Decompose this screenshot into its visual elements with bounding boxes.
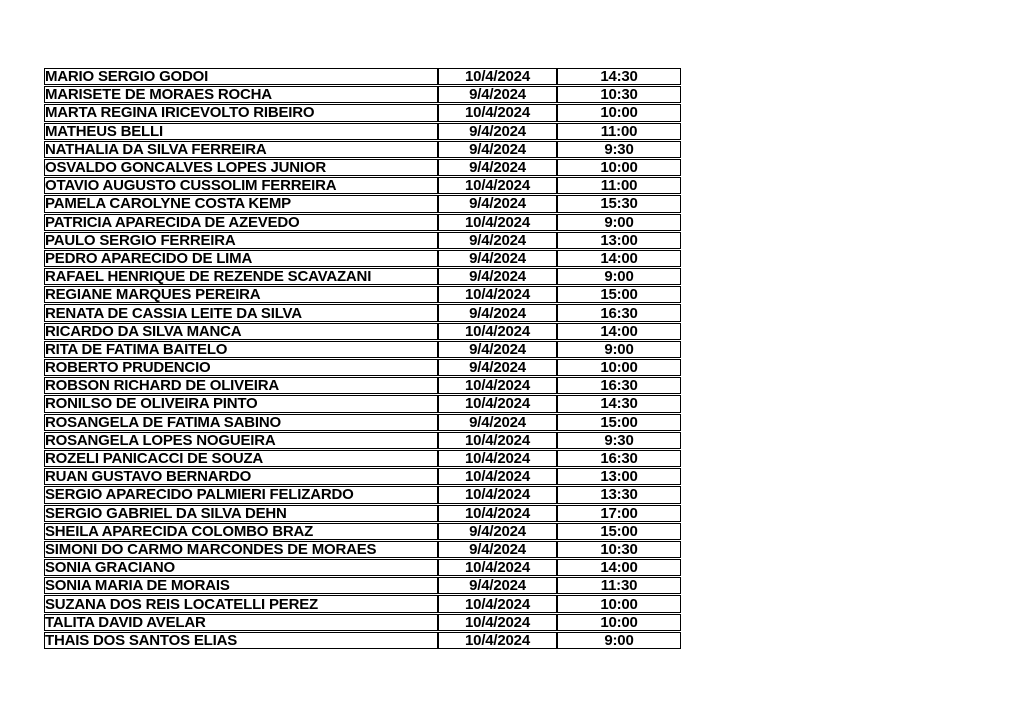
- appointment-date-cell: 10/4/2024: [438, 214, 557, 231]
- appointment-date-cell: 9/4/2024: [438, 341, 557, 358]
- appointment-time-cell: 14:30: [557, 68, 681, 85]
- appointment-time-cell: 9:00: [557, 214, 681, 231]
- appointment-date-cell: 9/4/2024: [438, 304, 557, 321]
- appointment-time-cell: 13:30: [557, 486, 681, 503]
- appointment-date-cell: 10/4/2024: [438, 286, 557, 303]
- person-name-cell: ROBSON RICHARD DE OLIVEIRA: [44, 377, 438, 394]
- person-name-cell: SONIA MARIA DE MORAIS: [44, 577, 438, 594]
- appointment-date-cell: 10/4/2024: [438, 632, 557, 649]
- appointment-date-cell: 10/4/2024: [438, 177, 557, 194]
- appointment-time-cell: 16:30: [557, 450, 681, 467]
- table-row: [44, 177, 681, 194]
- person-name-cell: PAULO SERGIO FERREIRA: [44, 232, 438, 249]
- table-row: [44, 359, 681, 376]
- table-row: [44, 104, 681, 121]
- appointment-time-cell: 14:30: [557, 395, 681, 412]
- person-name-cell: MARTA REGINA IRICEVOLTO RIBEIRO: [44, 104, 438, 121]
- person-name-cell: PAMELA CAROLYNE COSTA KEMP: [44, 195, 438, 212]
- table-row: [44, 323, 681, 340]
- appointment-date-cell: 10/4/2024: [438, 468, 557, 485]
- appointment-date-cell: 10/4/2024: [438, 104, 557, 121]
- appointment-time-cell: 10:00: [557, 104, 681, 121]
- table-row: [44, 123, 681, 140]
- appointment-time-cell: 10:00: [557, 614, 681, 631]
- appointment-time-cell: 14:00: [557, 323, 681, 340]
- table-row: [44, 595, 681, 612]
- appointment-date-cell: 9/4/2024: [438, 414, 557, 431]
- appointment-date-cell: 9/4/2024: [438, 359, 557, 376]
- person-name-cell: SERGIO APARECIDO PALMIERI FELIZARDO: [44, 486, 438, 503]
- table-row: [44, 68, 681, 85]
- appointment-schedule-table: [44, 67, 681, 650]
- appointment-time-cell: 16:30: [557, 377, 681, 394]
- person-name-cell: RUAN GUSTAVO BERNARDO: [44, 468, 438, 485]
- appointment-date-cell: 10/4/2024: [438, 450, 557, 467]
- person-name-cell: ROBERTO PRUDENCIO: [44, 359, 438, 376]
- appointment-date-cell: 9/4/2024: [438, 123, 557, 140]
- appointment-time-cell: 10:30: [557, 86, 681, 103]
- person-name-cell: RICARDO DA SILVA MANCA: [44, 323, 438, 340]
- table-row: [44, 577, 681, 594]
- appointment-date-cell: 10/4/2024: [438, 559, 557, 576]
- appointment-time-cell: 10:00: [557, 359, 681, 376]
- person-name-cell: RENATA DE CASSIA LEITE DA SILVA: [44, 304, 438, 321]
- appointment-time-cell: 13:00: [557, 468, 681, 485]
- person-name-cell: SERGIO GABRIEL DA SILVA DEHN: [44, 505, 438, 522]
- person-name-cell: REGIANE MARQUES PEREIRA: [44, 286, 438, 303]
- appointment-time-cell: 15:30: [557, 195, 681, 212]
- appointment-date-cell: 10/4/2024: [438, 323, 557, 340]
- appointment-date-cell: 10/4/2024: [438, 432, 557, 449]
- appointment-date-cell: 9/4/2024: [438, 268, 557, 285]
- person-name-cell: SIMONI DO CARMO MARCONDES DE MORAES: [44, 541, 438, 558]
- person-name-cell: TALITA DAVID AVELAR: [44, 614, 438, 631]
- table-row: [44, 468, 681, 485]
- table-row: [44, 341, 681, 358]
- appointment-time-cell: 15:00: [557, 286, 681, 303]
- appointment-date-cell: 9/4/2024: [438, 159, 557, 176]
- table-row: [44, 86, 681, 103]
- appointment-time-cell: 10:00: [557, 159, 681, 176]
- appointment-time-cell: 11:30: [557, 577, 681, 594]
- person-name-cell: SUZANA DOS REIS LOCATELLI PEREZ: [44, 595, 438, 612]
- table-row: [44, 632, 681, 649]
- appointment-time-cell: 15:00: [557, 414, 681, 431]
- table-row: [44, 414, 681, 431]
- person-name-cell: MARIO SERGIO GODOI: [44, 68, 438, 85]
- person-name-cell: OTAVIO AUGUSTO CUSSOLIM FERREIRA: [44, 177, 438, 194]
- appointment-time-cell: 9:30: [557, 432, 681, 449]
- person-name-cell: RAFAEL HENRIQUE DE REZENDE SCAVAZANI: [44, 268, 438, 285]
- appointment-time-cell: 9:00: [557, 341, 681, 358]
- schedule-table-body: [44, 68, 681, 649]
- appointment-date-cell: 9/4/2024: [438, 523, 557, 540]
- appointment-date-cell: 10/4/2024: [438, 505, 557, 522]
- appointment-time-cell: 9:00: [557, 268, 681, 285]
- table-row: [44, 304, 681, 321]
- person-name-cell: ROZELI PANICACCI DE SOUZA: [44, 450, 438, 467]
- table-row: [44, 541, 681, 558]
- appointment-time-cell: 16:30: [557, 304, 681, 321]
- table-row: [44, 505, 681, 522]
- table-row: [44, 268, 681, 285]
- appointment-date-cell: 9/4/2024: [438, 541, 557, 558]
- table-row: [44, 395, 681, 412]
- appointment-time-cell: 11:00: [557, 123, 681, 140]
- person-name-cell: SHEILA APARECIDA COLOMBO BRAZ: [44, 523, 438, 540]
- appointment-date-cell: 9/4/2024: [438, 86, 557, 103]
- person-name-cell: THAIS DOS SANTOS ELIAS: [44, 632, 438, 649]
- person-name-cell: SONIA GRACIANO: [44, 559, 438, 576]
- table-row: [44, 250, 681, 267]
- person-name-cell: NATHALIA DA SILVA FERREIRA: [44, 141, 438, 158]
- appointment-time-cell: 10:30: [557, 541, 681, 558]
- appointment-time-cell: 9:30: [557, 141, 681, 158]
- appointment-time-cell: 14:00: [557, 250, 681, 267]
- table-row: [44, 486, 681, 503]
- table-row: [44, 614, 681, 631]
- person-name-cell: RONILSO DE OLIVEIRA PINTO: [44, 395, 438, 412]
- table-row: [44, 559, 681, 576]
- table-row: [44, 286, 681, 303]
- table-row: [44, 141, 681, 158]
- appointment-time-cell: 10:00: [557, 595, 681, 612]
- appointment-date-cell: 9/4/2024: [438, 141, 557, 158]
- table-row: [44, 214, 681, 231]
- appointment-date-cell: 9/4/2024: [438, 250, 557, 267]
- appointment-time-cell: 9:00: [557, 632, 681, 649]
- table-row: [44, 432, 681, 449]
- person-name-cell: RITA DE FATIMA BAITELO: [44, 341, 438, 358]
- appointment-date-cell: 10/4/2024: [438, 68, 557, 85]
- appointment-time-cell: 15:00: [557, 523, 681, 540]
- person-name-cell: PATRICIA APARECIDA DE AZEVEDO: [44, 214, 438, 231]
- appointment-date-cell: 9/4/2024: [438, 577, 557, 594]
- appointment-time-cell: 17:00: [557, 505, 681, 522]
- table-row: [44, 377, 681, 394]
- appointment-date-cell: 9/4/2024: [438, 232, 557, 249]
- appointment-time-cell: 14:00: [557, 559, 681, 576]
- table-row: [44, 523, 681, 540]
- appointment-date-cell: 10/4/2024: [438, 486, 557, 503]
- appointment-date-cell: 10/4/2024: [438, 614, 557, 631]
- appointment-date-cell: 10/4/2024: [438, 395, 557, 412]
- table-row: [44, 159, 681, 176]
- person-name-cell: OSVALDO GONCALVES LOPES JUNIOR: [44, 159, 438, 176]
- person-name-cell: ROSANGELA LOPES NOGUEIRA: [44, 432, 438, 449]
- appointment-date-cell: 9/4/2024: [438, 195, 557, 212]
- table-row: [44, 450, 681, 467]
- person-name-cell: ROSANGELA DE FATIMA SABINO: [44, 414, 438, 431]
- appointment-time-cell: 11:00: [557, 177, 681, 194]
- person-name-cell: PEDRO APARECIDO DE LIMA: [44, 250, 438, 267]
- appointment-time-cell: 13:00: [557, 232, 681, 249]
- appointment-date-cell: 10/4/2024: [438, 595, 557, 612]
- person-name-cell: MATHEUS BELLI: [44, 123, 438, 140]
- person-name-cell: MARISETE DE MORAES ROCHA: [44, 86, 438, 103]
- table-row: [44, 195, 681, 212]
- table-row: [44, 232, 681, 249]
- appointment-date-cell: 10/4/2024: [438, 377, 557, 394]
